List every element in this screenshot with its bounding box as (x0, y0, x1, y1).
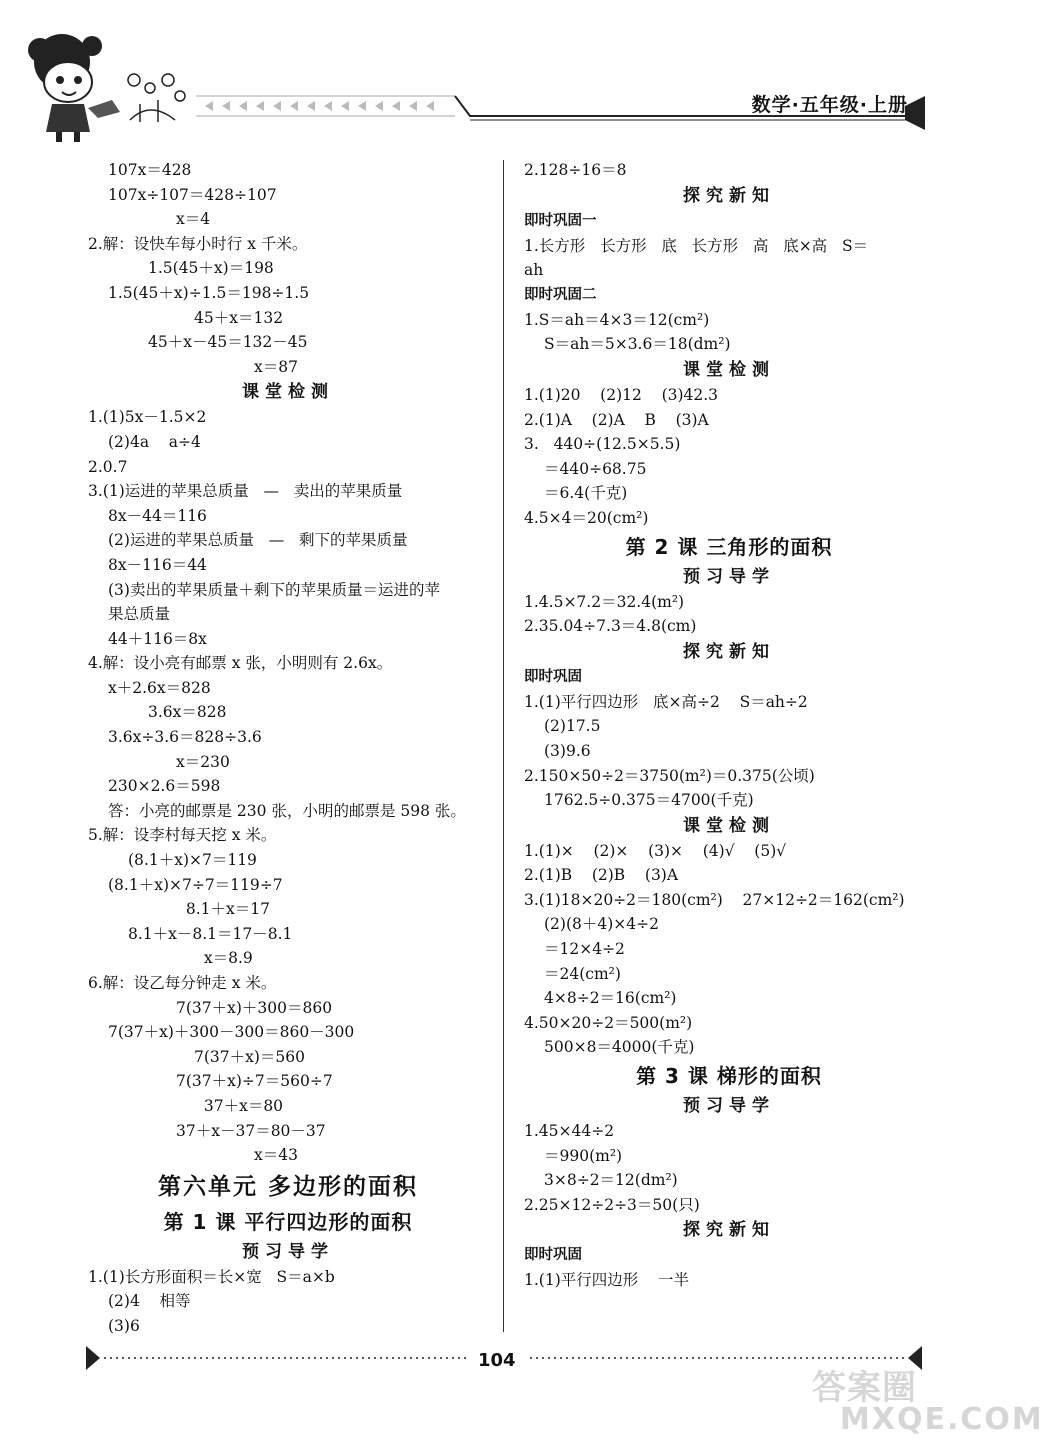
answer-line: 1.5(45＋x)÷1.5＝198÷1.5 (108, 283, 310, 302)
answer-line: x＝8.9 (194, 949, 253, 968)
header-arrow-icon (905, 96, 925, 130)
section-heading: 探究新知 (683, 641, 775, 662)
subsection-label: 即时巩固 (524, 668, 582, 685)
answer-line: 1.5(45＋x)＝198 (148, 259, 274, 278)
answer-line: (2)4 相等 (108, 1292, 191, 1311)
flower-icon (128, 74, 185, 122)
answer-line: (2)运进的苹果总质量 — 剩下的苹果质量 (108, 531, 408, 550)
answer-line: 答：小亮的邮票是 230 张，小明的邮票是 598 张。 (108, 801, 466, 820)
answer-line: 2.0.7 (88, 457, 128, 476)
section-heading: 课堂检测 (683, 359, 775, 380)
answer-line: ＝440÷68.75 (544, 459, 647, 478)
answer-line: 2.128÷16＝8 (524, 161, 627, 179)
subsection-label: 即时巩固一 (524, 212, 597, 229)
answer-line: 4×8÷2＝16(cm²) (544, 989, 677, 1008)
answer-line: 1.长方形 长方形 底 长方形 高 底×高 S＝ (524, 236, 869, 255)
answer-line: 8.1＋x＝17 (176, 900, 270, 919)
cartoon-girl-icon (28, 34, 120, 142)
answer-line: 5.解：设李村每天挖 x 米。 (88, 826, 277, 845)
answer-line: 44＋116＝8x (108, 629, 207, 648)
answer-line: 230×2.6＝598 (108, 777, 221, 796)
answer-line: 4.50×20÷2＝500(m²) (524, 1013, 693, 1032)
answer-line: S＝ah＝5×3.6＝18(dm²) (544, 335, 731, 354)
answer-line: x＋2.6x＝828 (108, 678, 211, 697)
answer-line: 107x÷107＝428÷107 (108, 185, 277, 204)
answer-line: 3.(1)运进的苹果总质量 — 卖出的苹果质量 (88, 482, 403, 501)
answer-line: 45＋x－45＝132－45 (148, 333, 308, 352)
answer-line: 2.25×12÷2÷3＝50(只) (524, 1195, 700, 1214)
answer-line: 37＋x－37＝80－37 (176, 1121, 326, 1140)
answer-line: 8.1＋x－8.1＝17－8.1 (128, 924, 293, 943)
answer-line: 1.4.5×7.2＝32.4(m²) (524, 592, 685, 611)
answer-line: 4.解：设小亮有邮票 x 张，小明则有 2.6x。 (88, 654, 393, 673)
answer-line: 37＋x＝80 (194, 1096, 284, 1115)
subsection-label: 即时巩固二 (524, 286, 597, 303)
section-heading: 课堂检测 (683, 815, 775, 836)
answer-line: 3×8÷2＝12(dm²) (544, 1171, 678, 1190)
page-header (0, 0, 1000, 150)
answer-line: 8x－116＝44 (108, 555, 207, 574)
answer-line: 1.(1)平行四边形 底×高÷2 S＝ah÷2 (524, 692, 808, 711)
answer-line: 8x－44＝116 (108, 506, 207, 525)
answer-line: 1.S＝ah＝4×3＝12(cm²) (524, 310, 710, 329)
answer-line: 7(37＋x)÷7＝560÷7 (176, 1072, 333, 1091)
lesson-title: 第 1 课 平行四边形的面积 (163, 1209, 413, 1234)
answer-line: 1.(1)× (2)× (3)× (4)√ (5)√ (524, 841, 787, 860)
answer-line: 4.5×4＝20(cm²) (524, 508, 649, 527)
subsection-label: 即时巩固 (524, 1247, 582, 1264)
answer-line: 3.6x＝828 (148, 703, 227, 722)
unit-title: 第六单元 多边形的面积 (157, 1173, 418, 1200)
answer-line: 7(37＋x)＝560 (194, 1047, 306, 1066)
answer-line: 1.(1)20 (2)12 (3)42.3 (524, 385, 719, 404)
answer-line: 7(37＋x)＋300－300＝860－300 (108, 1023, 355, 1042)
answer-line: 3.(1)18×20÷2＝180(cm²) 27×12÷2＝162(cm²) (524, 890, 905, 909)
header-decoration (0, 0, 1000, 150)
answer-line: 3. 440÷(12.5×5.5) (524, 435, 681, 454)
answer-line: ah (524, 261, 544, 280)
answer-line: x＝4 (176, 210, 211, 229)
watermark-logo: 答案圈 (812, 1368, 917, 1408)
lesson-title: 第 3 课 梯形的面积 (636, 1064, 822, 1089)
answer-line: 45＋x＝132 (194, 308, 284, 327)
answer-line: 2.(1)A (2)A B (3)A (524, 410, 709, 429)
section-heading: 课堂检测 (242, 382, 334, 403)
answer-line: 3.6x÷3.6＝828÷3.6 (108, 728, 262, 747)
section-heading: 预习导学 (683, 566, 775, 587)
answer-line: ＝990(m²) (544, 1146, 623, 1165)
answer-line: 2.35.04÷7.3＝4.8(cm) (524, 617, 697, 636)
answer-line: 2.解：设快车每小时行 x 千米。 (88, 234, 308, 253)
section-heading: 预习导学 (242, 1241, 334, 1262)
column-divider (503, 160, 504, 1332)
answer-line: ＝6.4(千克) (544, 484, 628, 503)
answer-line: (2)(8＋4)×4÷2 (544, 915, 659, 934)
footer-arrow-left-icon (86, 1346, 100, 1370)
answer-line: 107x＝428 (108, 161, 192, 179)
answer-line: 果总质量 (108, 605, 171, 624)
answer-line: x＝87 (254, 357, 298, 376)
answer-line: 500×8＝4000(千克) (544, 1038, 695, 1057)
answer-line: 6.解：设乙每分钟走 x 米。 (88, 974, 277, 992)
answer-line: (8.1＋x)×7÷7＝119÷7 (108, 875, 283, 894)
answer-line: 1762.5÷0.375＝4700(千克) (544, 791, 754, 810)
answer-line: (3)6 (108, 1316, 140, 1335)
answer-line: (3)9.6 (544, 741, 591, 760)
answer-line: 2.(1)B (2)B (3)A (524, 866, 679, 885)
answer-line: 1.(1)平行四边形 一半 (524, 1271, 689, 1290)
answer-line: x＝43 (254, 1146, 298, 1165)
answer-line: (2)17.5 (544, 717, 601, 736)
answer-line: 7(37＋x)＋300＝860 (176, 998, 333, 1017)
answer-line: 1.(1)长方形面积＝长×宽 S＝a×b (88, 1267, 335, 1286)
section-heading: 探究新知 (683, 1220, 775, 1241)
answer-line: (3)卖出的苹果质量＋剩下的苹果质量＝运进的苹 (108, 580, 440, 599)
left-column (88, 158, 488, 1339)
answer-line: ＝12×4÷2 (544, 940, 625, 959)
page-number: 104 (478, 1350, 516, 1371)
answer-line: x＝230 (176, 752, 230, 771)
answer-line: 2.150×50÷2＝3750(m²)＝0.375(公顷) (524, 766, 815, 785)
right-column (524, 158, 934, 1293)
section-heading: 预习导学 (683, 1096, 775, 1117)
subject-title: 数学·五年级·上册 (751, 94, 908, 116)
watermark-url: MXQE.COM (840, 1402, 1044, 1437)
lesson-title: 第 2 课 三角形的面积 (625, 534, 833, 559)
answer-line: 1.(1)5x－1.5×2 (88, 408, 207, 427)
answer-line: 1.45×44÷2 (524, 1122, 615, 1141)
answer-line: (8.1＋x)×7＝119 (128, 851, 257, 870)
answer-line: ＝24(cm²) (544, 964, 621, 983)
answer-line: (2)4a a÷4 (108, 432, 201, 451)
section-heading: 探究新知 (683, 185, 775, 206)
